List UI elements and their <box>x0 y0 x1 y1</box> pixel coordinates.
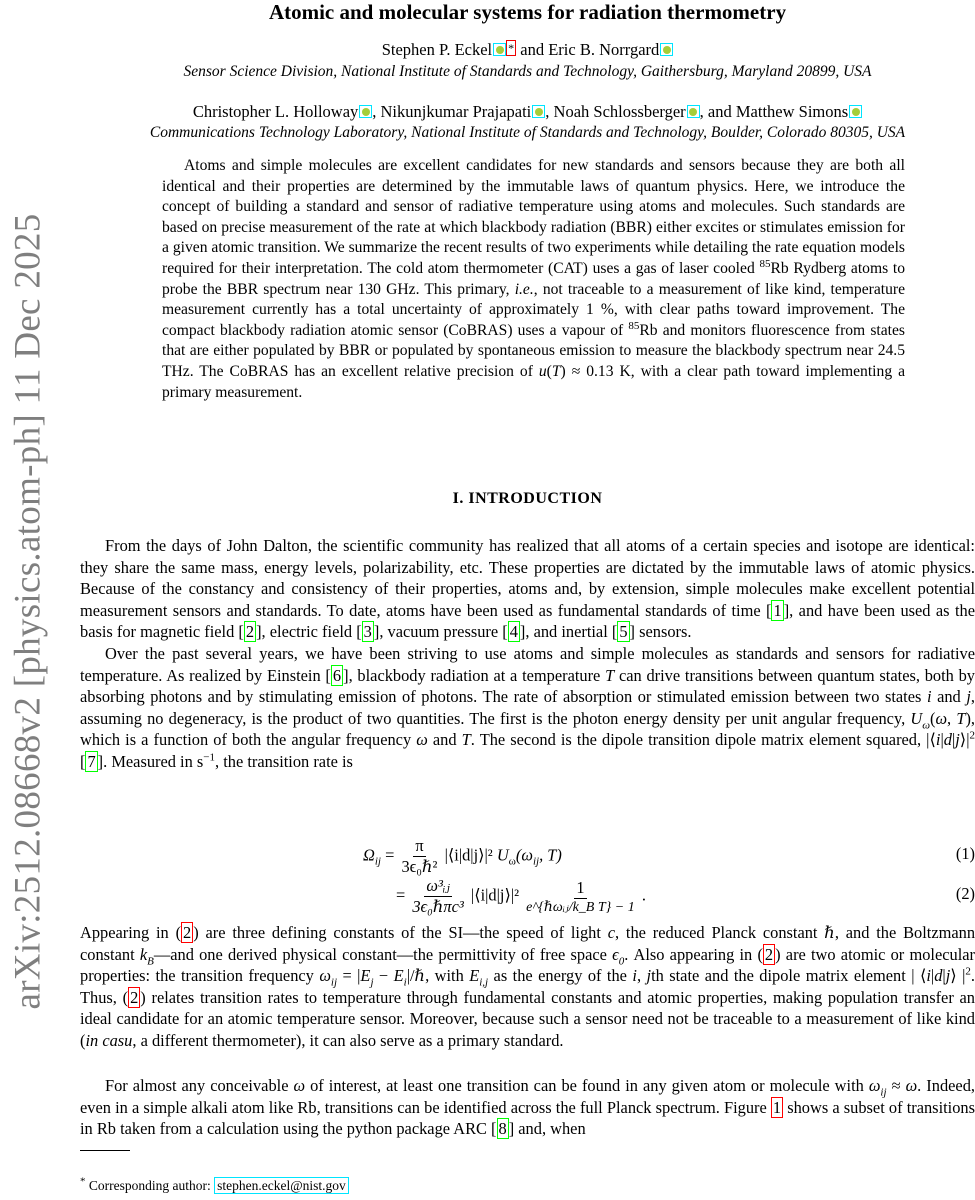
text-run: , vacuum pressure <box>379 622 503 642</box>
citation-link[interactable]: 4 <box>509 622 518 642</box>
subscript: ij <box>330 976 338 989</box>
text-run: ) ≈ 0.13 K, with a clear path toward implementing a primary measurement. <box>162 362 905 401</box>
citation-link[interactable]: 1 <box>773 600 782 620</box>
text-run: , <box>636 966 647 986</box>
text-run: Appearing in <box>80 923 176 942</box>
paragraph <box>80 643 975 773</box>
text-run: , and inertial <box>525 622 612 642</box>
section-heading: I. INTRODUCTION <box>452 490 603 507</box>
equation-number: (2) <box>955 884 975 903</box>
citation[interactable]: [ 5 ] <box>611 622 635 642</box>
math-symbol: ω <box>293 1076 306 1095</box>
paragraph <box>80 922 975 1052</box>
math-symbol: ω <box>905 1076 918 1095</box>
text-run: shows a subset of transitions in Rb taken from a calculation using the python package ARC <box>80 1097 975 1139</box>
text-run: = | <box>337 966 361 986</box>
citation-link[interactable]: 2 <box>245 622 255 642</box>
text-run: th state and the dipole matrix element | ⟨ <box>651 966 927 986</box>
author-name: , Noah Schlossberger <box>545 102 686 121</box>
cross-reference[interactable] <box>771 1097 783 1118</box>
cross-reference[interactable]: ( 2 ) <box>175 923 199 942</box>
footnote-label: Corresponding author: <box>85 1178 215 1193</box>
numerator: ω³ᵢⱼ <box>426 876 450 895</box>
math-symbol: k <box>139 944 148 964</box>
math-symbol: E <box>360 966 371 986</box>
text-run: and <box>427 730 462 750</box>
text-run: , electric field <box>261 622 357 642</box>
author-line-1 <box>80 40 975 60</box>
math-symbol: U <box>910 708 923 728</box>
subscript: 0 <box>618 954 625 967</box>
text-run: . Indeed, even in a simple alkali atom like Rb, transitions can be identified across the full Planck spectrum. Figure <box>80 1076 975 1117</box>
citation[interactable]: [ 3 ] <box>356 622 380 642</box>
math-symbol: d <box>943 730 952 750</box>
subscript: i <box>403 976 407 989</box>
superscript: 2 <box>965 965 971 978</box>
citation-link[interactable]: 8 <box>498 1119 507 1139</box>
text-run: ( <box>929 708 936 728</box>
text-run: Rb and monitors fluorescence from states that are either populated by BBR or populated by spontaneous emission to measure the blackbody spectrum near 24.5 THz. The CoBRAS has an excellent relative precision of <box>162 321 905 380</box>
math-symbol: j <box>945 966 951 986</box>
math-symbol: d <box>934 966 943 986</box>
text-run: as the energy of the <box>488 966 633 986</box>
orcid-icon[interactable] <box>687 105 700 118</box>
equation-number: (1) <box>955 844 975 863</box>
abstract <box>162 156 905 403</box>
text-run: relates transition rates to temperature through fundamental constants and atomic properties, making population transfer an ideal candidate for an atomic temperature sensor. Moreover, because such a sensor need not be traceable to a measurement of like kind ( <box>80 987 975 1050</box>
text-run: − <box>373 966 394 986</box>
text-run: , not traceable to a measurement of like kind, temperature measurement currently has a total uncertainty of approximately 1 %, with clear paths toward improvement. The compact blackbody radiation atomic sensor (CoBRAS) uses a vapour of <box>162 280 905 339</box>
subscript: ij <box>880 1086 887 1099</box>
math-symbol: ϵ <box>612 944 619 964</box>
text-run: | <box>930 966 935 986</box>
text-run: . The second is the dipole transition dipole matrix element squared, |⟨ <box>470 730 936 750</box>
math-symbol: u <box>538 362 547 380</box>
superscript: −1 <box>203 751 216 764</box>
eq-sign: = <box>396 885 406 905</box>
text-run: Over the past several years, we have been striving to use atoms and simple molecules as standards and sensors for radiative temperature. As realized by Einstein <box>80 644 975 685</box>
math-symbol: i <box>926 687 932 707</box>
citation[interactable]: [ 7 ] <box>80 751 104 771</box>
math-symbol: j <box>955 730 960 750</box>
text-run: . Thus, <box>80 966 975 1007</box>
math-symbol: j <box>646 966 652 986</box>
text-run: | <box>940 730 944 750</box>
superscript: 2 <box>969 729 975 742</box>
math-symbol: in casu <box>85 1030 133 1050</box>
eq-symbol: U <box>496 845 509 865</box>
citation[interactable]: [ 6 ] <box>325 665 349 685</box>
math-symbol: i.e. <box>514 280 534 298</box>
denominator: 3ϵ₀ℏπc³ <box>412 897 464 916</box>
eq-period: . <box>641 885 646 905</box>
math-symbol: ω <box>868 1076 881 1095</box>
math-symbol: c <box>607 923 616 942</box>
text-run: ⟩ | <box>950 966 966 986</box>
text-run: , a different thermometer), it can also serve as a primary standard. <box>132 1030 564 1050</box>
denominator: e^{ℏωᵢⱼ/k_B T} − 1 <box>526 899 635 915</box>
citation[interactable]: [ 2 ] <box>238 622 262 642</box>
author-name: , and Matthew Simons <box>699 102 849 121</box>
text-run: sensors. <box>635 622 692 642</box>
author-name: Christopher L. Holloway <box>192 102 359 121</box>
text-run: ≈ <box>886 1076 906 1095</box>
eq-symbol: (ω <box>515 845 533 865</box>
footnote <box>80 1175 349 1194</box>
text-run: , assuming no degeneracy, is the product of two quantities. The first is the photon energy density per unit angular frequency, <box>80 687 975 728</box>
text-run: —and one derived physical constant—the permittivity of free space <box>153 944 613 964</box>
author-name: Stephen P. Eckel <box>381 40 493 59</box>
citation[interactable]: [ 8 ] <box>491 1119 515 1139</box>
text-run: ( <box>546 362 552 380</box>
text-run: Rb Rydberg atoms to probe the BBR spectrum near 130 GHz. This primary, <box>162 259 905 298</box>
text-run: and <box>931 687 967 707</box>
text-run: can drive transitions between quantum states, both by absorbing photons and by stimulating emission of photons. The rate of absorption or stimulated emission between two states <box>80 665 975 707</box>
eq-symbol: Ω <box>363 845 375 865</box>
eq-symbol: , T) <box>539 845 562 865</box>
eq-subscript: ij <box>532 855 540 868</box>
cross-reference[interactable]: ( 2 ) <box>757 944 781 964</box>
math-symbol: ω <box>935 708 948 728</box>
superscript: 85 <box>628 319 640 332</box>
text-run: | <box>951 730 956 750</box>
paper-title: Atomic and molecular systems for radiation thermometry <box>268 0 787 24</box>
subscript: j <box>370 976 374 989</box>
text-run: , and have been used as the basis for magnetic field <box>80 600 975 642</box>
text-run: of interest, at least one transition can be found in any given atom or molecule with <box>305 1076 869 1095</box>
citation-link[interactable]: 5 <box>619 622 628 642</box>
orcid-icon[interactable] <box>493 43 506 56</box>
text-run: and, when <box>514 1119 586 1139</box>
corresponding-author-link[interactable]: * <box>508 41 515 55</box>
denominator: 3ϵ₀ℏ² <box>401 857 438 876</box>
text-run: ⟩| <box>959 730 970 750</box>
math-symbol: i <box>926 966 931 986</box>
cross-reference[interactable]: ( 2 ) <box>122 987 146 1007</box>
equation-ref-link[interactable]: 2 <box>183 923 192 942</box>
paragraph <box>80 535 975 643</box>
text-run: For almost any conceivable <box>105 1076 294 1095</box>
eq-sign: = <box>385 845 395 865</box>
text-run: . Also appearing in <box>624 944 758 964</box>
author-name: and Eric B. Norrgard <box>520 40 660 59</box>
math-symbol: j <box>966 687 971 707</box>
paragraph <box>80 1075 975 1140</box>
numerator: π <box>415 836 424 855</box>
superscript: 85 <box>759 257 771 270</box>
math-symbol: T <box>551 362 561 380</box>
subscript: i,j <box>479 976 489 989</box>
orcid-icon[interactable] <box>532 105 545 118</box>
footnote-mark: * <box>80 1175 86 1188</box>
eq-subscript: ω <box>508 855 516 868</box>
author-line-2 <box>80 102 975 122</box>
text-run: From the days of John Dalton, the scientific community has realized that all atoms of a certain species and isotope are identical: they share the same mass, energy levels, polarizability, etc. These properties are dictated by the immutable laws of atomic physics. Because of the constancy and consistency of their properties, atoms and, by extension, simple molecules make excellent potential measurement sensors and standards. To date, atoms have been used as fundamental standards of time <box>80 536 975 620</box>
numerator: 1 <box>576 877 585 897</box>
math-symbol: i <box>632 966 637 986</box>
citation[interactable]: [ 1 ] <box>766 600 790 620</box>
math-symbol: i <box>935 730 941 750</box>
text-run: , <box>947 708 957 728</box>
text-run: , blackbody radiation at a temperature <box>348 665 606 685</box>
math-symbol: T <box>461 730 471 750</box>
text-run: | <box>942 966 946 986</box>
text-run: are three defining constants of the SI—the speed of light <box>198 923 608 942</box>
figure-ref-link[interactable]: 1 <box>772 1097 782 1117</box>
fraction <box>526 878 635 916</box>
matrix-element: |⟨i|d|j⟩|² <box>444 845 493 865</box>
math-symbol: T <box>605 665 615 685</box>
text-run: are two atomic or molecular properties: the transition frequency <box>80 944 975 986</box>
citation-link[interactable]: 3 <box>363 622 372 642</box>
orcid-icon[interactable] <box>849 105 862 118</box>
math-symbol: E <box>393 966 404 986</box>
matrix-element: |⟨i|d|j⟩|² <box>470 885 520 905</box>
text-run: |/ℏ, with <box>406 966 470 986</box>
subscript: ω <box>922 719 930 732</box>
affiliation-1: Sensor Science Division, National Institute of Standards and Technology, Gaithersburg, Maryland 20899, USA <box>183 63 872 80</box>
math-symbol: E <box>469 966 480 986</box>
text-run: ), which is a function of both the angular frequency <box>80 708 975 750</box>
fraction <box>401 836 437 877</box>
text-run: Atoms and simple molecules are excellent candidates for new standards and sensors because they are both all identical and their properties are determined by the immutable laws of quantum physics. Here, we introduce the concept of building a standard and sensor of radiative temperature using atoms and molecules. Such standards are based on precise measurement of the rate at which blackbody radiation (BBR) either excites or stimulates emission for a given atomic transition. We summarize the recent results of two experiments while detailing the rate equation models required for their interpretation. The cold atom thermometer (CAT) uses a gas of laser cooled <box>162 157 905 277</box>
math-symbol: T <box>956 708 966 728</box>
arxiv-identifier[interactable]: arXiv:2512.08668v2 [physics.atom-ph] 11 Dec 2025 <box>7 213 49 1010</box>
citation[interactable]: [ 4 ] <box>502 622 526 642</box>
footnote-rule <box>80 1150 130 1151</box>
math-symbol: ω <box>319 966 331 986</box>
equation-ref-link[interactable]: 2 <box>130 987 139 1007</box>
fraction <box>412 876 463 917</box>
citation-link[interactable]: 6 <box>332 665 342 685</box>
eq-subscript: ij <box>374 855 381 868</box>
orcid-icon[interactable] <box>660 43 673 56</box>
equation-ref-link[interactable]: 2 <box>764 944 774 964</box>
citation-link[interactable]: 7 <box>87 751 96 771</box>
affiliation-2: Communications Technology Laboratory, National Institute of Standards and Technology, Boulder, Colorado 80305, USA <box>149 124 906 141</box>
text-run: , the reduced Planck constant ℏ, and the Boltzmann constant <box>80 923 975 964</box>
orcid-icon[interactable] <box>359 105 372 118</box>
author-name: , Nikunjkumar Prajapati <box>372 102 532 121</box>
text-run: . Measured in s <box>103 751 204 771</box>
subscript: B <box>147 954 154 967</box>
email-link[interactable]: stephen.eckel@nist.gov <box>214 1177 349 1194</box>
math-symbol: ω <box>416 730 428 750</box>
text-run: , the transition rate is <box>215 751 353 771</box>
